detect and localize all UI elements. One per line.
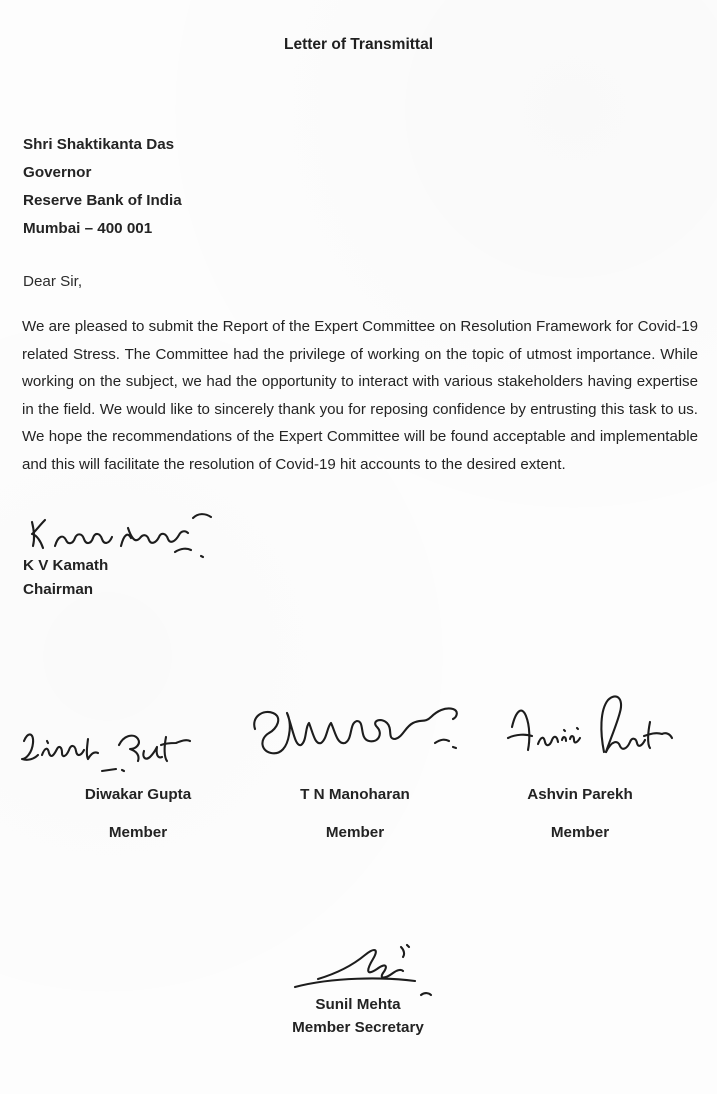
letter-body-paragraph: We are pleased to submit the Report of the Expert Committee on Resolution Framework for Covid-19 related Stress. The Committee had the privilege of working on the topic of utmost importance. While working on the subject, we had the opportunity to interact with various stakeholders having expertise in the field. We would like to sincerely thank you for reposing confidence by entrusting this task to us. We hope the recommendations of the Expert Committee will be found acceptable and implementable and this will facilitate the resolution of Covid-19 hit accounts to the desired extent.	[22, 318, 698, 473]
secretary-role: Member Secretary	[292, 1019, 424, 1036]
member-1-role: Member	[108, 824, 168, 841]
kv-kamath-signature	[25, 504, 243, 560]
member-3-role: Member	[550, 824, 610, 841]
letter-title: Letter of Transmittal	[284, 36, 433, 53]
salutation: Dear Sir,	[23, 273, 83, 290]
chairman-role: Chairman	[23, 581, 94, 598]
ashvin-parekh-signature	[500, 692, 680, 778]
recipient-address-block	[23, 131, 182, 243]
member-3-name: Ashvin Parekh	[527, 786, 633, 803]
recipient-designation: Governor	[23, 164, 92, 181]
recipient-name: Shri Shaktikanta Das	[23, 136, 175, 153]
recipient-organization: Reserve Bank of India	[23, 192, 182, 209]
tn-manoharan-signature	[245, 699, 470, 769]
secretary-name: Sunil Mehta	[315, 996, 401, 1013]
sunil-mehta-signature	[283, 937, 451, 1001]
recipient-city: Mumbai – 400 001	[23, 220, 153, 237]
member-1-name: Diwakar Gupta	[84, 786, 192, 803]
diwakar-gupta-signature	[14, 717, 214, 777]
member-2-name: T N Manoharan	[300, 786, 410, 803]
chairman-name: K V Kamath	[23, 557, 109, 574]
member-2-role: Member	[325, 824, 385, 841]
